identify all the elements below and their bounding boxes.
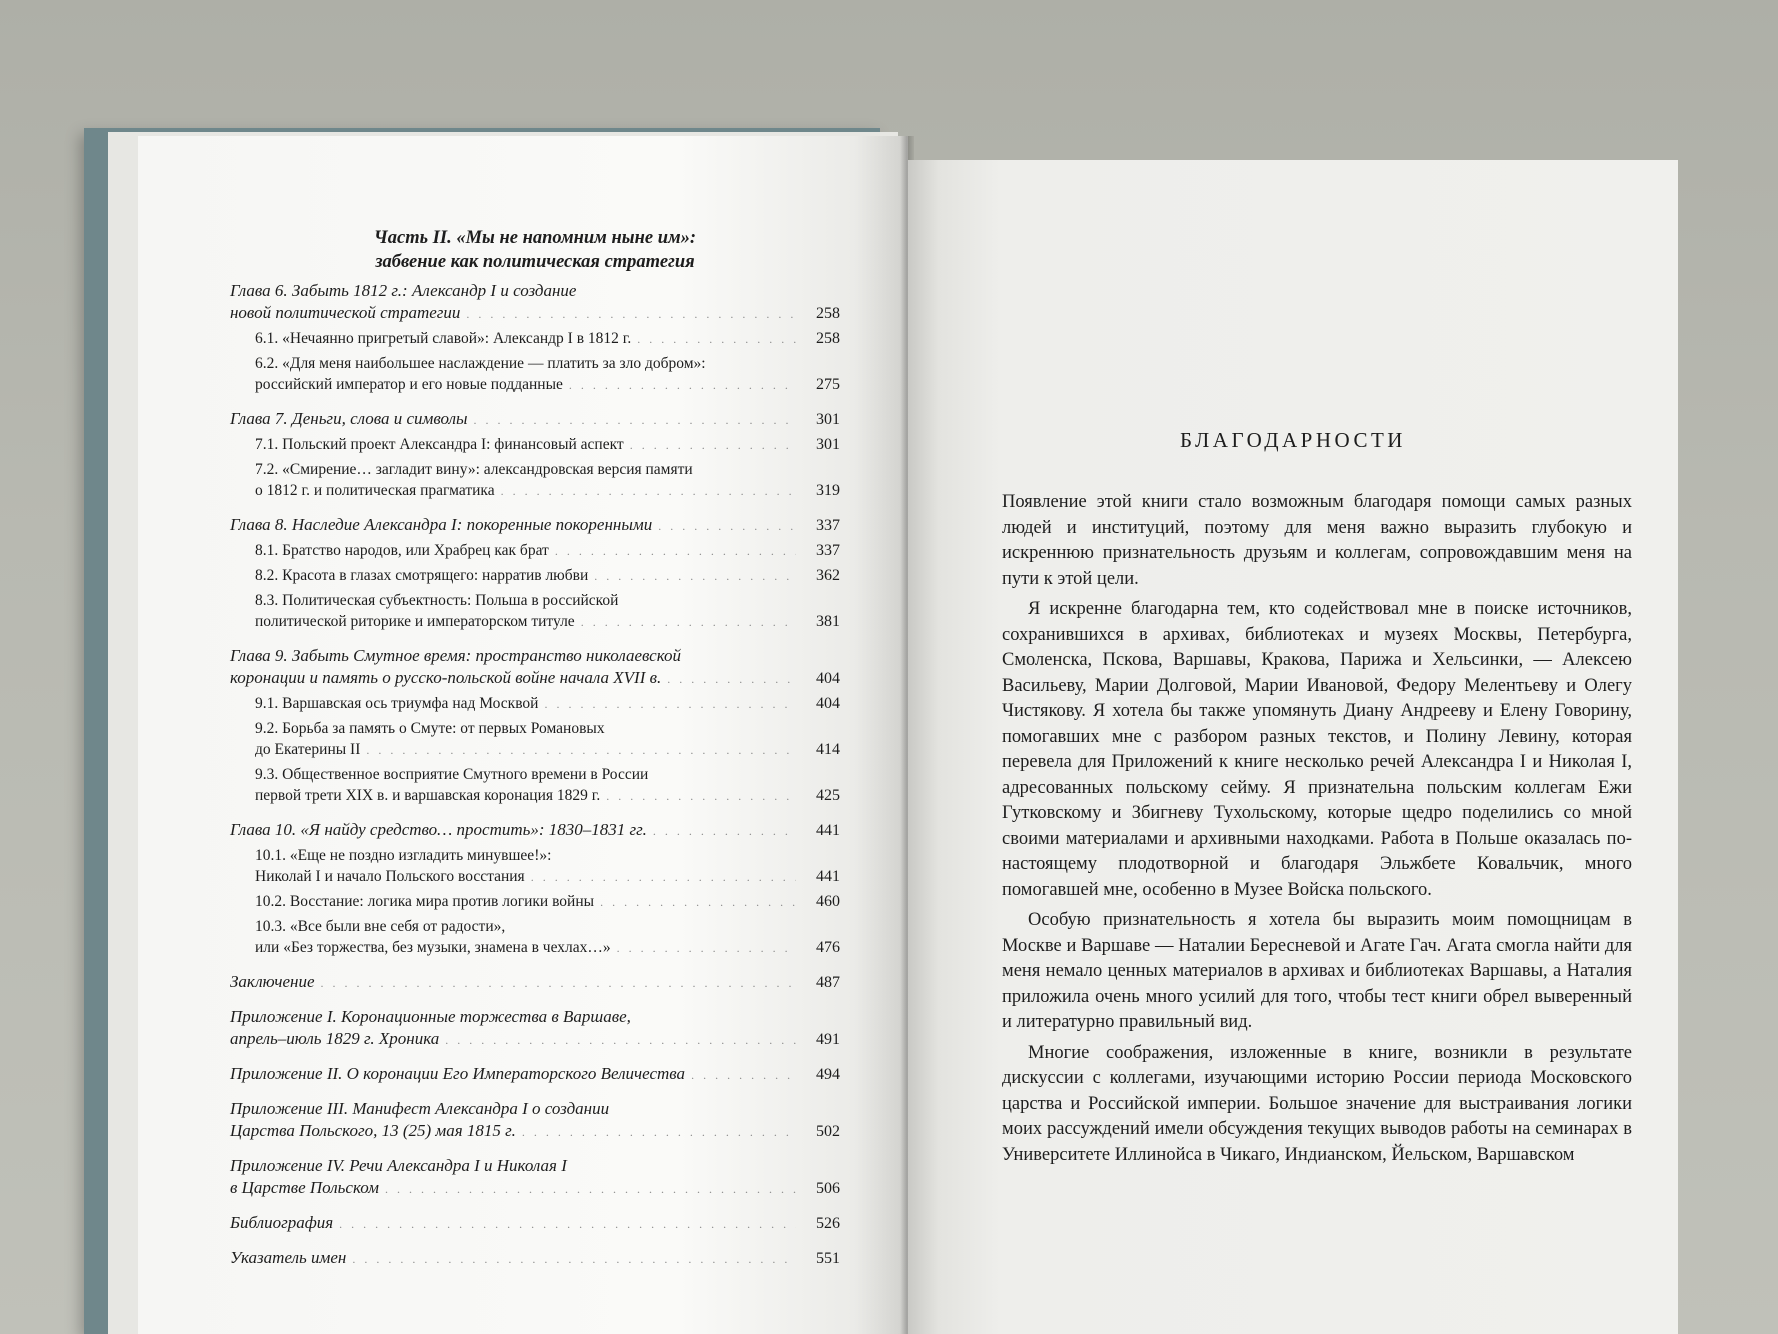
toc-entry-title: 7.1. Польский проект Александра I: финансовый аспект xyxy=(255,436,624,453)
toc-entry-title: апрель–июль 1829 г. Хроника xyxy=(230,1029,440,1048)
toc-chapter-entry xyxy=(230,1212,840,1235)
toc-leader-dots xyxy=(569,375,796,396)
toc-chapter-entry xyxy=(230,514,840,537)
toc-subsection-entry xyxy=(230,718,840,761)
toc-leader-dots xyxy=(544,694,796,715)
toc-leader-dots xyxy=(466,303,796,325)
toc-entry-title: 10.1. «Еще не поздно изгладить минувшее!»: xyxy=(255,847,552,864)
toc-entry-title: Указатель имен xyxy=(230,1248,347,1267)
toc-entry-title: Приложение III. Манифест Александра I о создании xyxy=(230,1099,610,1118)
part-title-line: забвение как политическая стратегия xyxy=(375,252,695,272)
toc-spacer xyxy=(230,633,840,645)
toc-leader-dots xyxy=(321,972,796,994)
toc-spacer xyxy=(230,959,840,971)
toc-spacer xyxy=(230,1143,840,1155)
toc-entries xyxy=(230,280,840,1270)
toc-page-number: 258 xyxy=(816,305,840,322)
toc-entry-title: о 1812 г. и политическая прагматика xyxy=(255,482,495,499)
toc-spacer xyxy=(230,502,840,514)
toc-page-number: 494 xyxy=(816,1066,840,1083)
toc-chapter-entry xyxy=(230,971,840,994)
toc-entry-title: 10.2. Восстание: логика мира против логики войны xyxy=(255,893,595,910)
toc-entry-title: первой трети XIX в. и варшавская коронация 1829 г. xyxy=(255,787,601,804)
toc-entry-title: или «Без торжества, без музыки, знамена в чехлах…» xyxy=(255,939,611,956)
toc-page-number: 301 xyxy=(816,411,840,428)
toc-leader-dots xyxy=(445,1029,796,1051)
toc-spacer xyxy=(230,396,840,408)
toc-leader-dots xyxy=(658,515,796,537)
toc-entry-title: Глава 10. «Я найду средство… простить»: 1830–1831 гг. xyxy=(230,820,647,839)
toc-chapter-entry xyxy=(230,1155,840,1200)
toc-chapter-entry xyxy=(230,408,840,431)
toc-entry-title: Приложение IV. Речи Александра I и Николая I xyxy=(230,1156,567,1175)
part-title xyxy=(230,226,840,274)
toc-leader-dots xyxy=(691,1064,796,1086)
toc-entry-title: Библиография xyxy=(230,1213,334,1232)
toc-entry-title: российский император и его новые подданные xyxy=(255,376,563,393)
toc-entry-title: Приложение II. О коронации Его Императорского Величества xyxy=(230,1064,686,1083)
toc-spacer xyxy=(230,994,840,1006)
toc-leader-dots xyxy=(617,938,796,959)
paragraph: Появление этой книги стало возможным благодаря помощи самых разных людей и институций, поэтому для меня важно выразить глубокую и искреннюю признательность друзьям и коллегам, сопровождавшим меня на пути к этой цели. xyxy=(1002,492,1632,589)
toc-subsection-entry xyxy=(230,328,840,350)
part-title-line: Часть II. «Мы не напомним ныне им»: xyxy=(373,228,697,248)
toc-page-number: 476 xyxy=(816,939,840,956)
toc-page-number: 301 xyxy=(816,436,840,453)
toc-leader-dots xyxy=(339,1213,796,1235)
toc-subsection-entry xyxy=(230,764,840,807)
toc-page-number: 258 xyxy=(816,330,840,347)
toc-chapter-entry xyxy=(230,1098,840,1143)
toc-entry-title: Царства Польского, 13 (25) мая 1815 г. xyxy=(230,1121,516,1140)
toc-entry-title: 8.3. Политическая субъектность: Польша в российской xyxy=(255,592,619,609)
toc-subsection-entry xyxy=(230,540,840,562)
toc-entry-title: Николай I и начало Польского восстания xyxy=(255,868,525,885)
toc-leader-dots xyxy=(385,1178,796,1200)
toc-leader-dots xyxy=(366,740,796,761)
toc-leader-dots xyxy=(555,541,796,562)
toc-subsection-entry xyxy=(230,565,840,587)
table-of-contents xyxy=(230,226,840,1270)
paragraph: Многие соображения, изложенные в книге, возникли в результате дискуссии с коллегами, изучающими историю России периода Московского царства и Российской империи. Большое значение для выстраивания логики моих рассуждений имели обсуждения текущих выводов работы на семинарах в Университете Иллинойса в Чикаго, Индианском, Йельском, Варшавском xyxy=(1002,1042,1632,1165)
toc-entry-title: 6.1. «Нечаянно пригретый славой»: Александр I в 1812 г. xyxy=(255,330,632,347)
toc-spacer xyxy=(230,1051,840,1063)
paragraph: Особую признательность я хотела бы выразить моим помощницам в Москве и Варшаве — Наталии Бересневой и Агате Гач. Агата смогла найти для меня немало ценных материалов в архивах и библиотеках Варшавы, а Наталия приложила очень много усилий для того, чтобы тест книги обрел выверенный и литературно правильный вид. xyxy=(1002,910,1632,1032)
toc-subsection-entry xyxy=(230,891,840,913)
toc-page-number: 526 xyxy=(816,1215,840,1232)
toc-chapter-entry xyxy=(230,1006,840,1051)
toc-leader-dots xyxy=(352,1248,796,1270)
right-page xyxy=(908,160,1678,1334)
toc-entry-title: политической риторике и императорском титуле xyxy=(255,613,575,630)
toc-entry-title: Приложение I. Коронационные торжества в Варшаве, xyxy=(230,1007,631,1026)
toc-page-number: 441 xyxy=(816,868,840,885)
toc-page-number: 319 xyxy=(816,482,840,499)
toc-page-number: 275 xyxy=(816,376,840,393)
toc-subsection-entry xyxy=(230,693,840,715)
toc-chapter-entry xyxy=(230,819,840,842)
toc-page-number: 337 xyxy=(816,542,840,559)
toc-subsection-entry xyxy=(230,434,840,456)
toc-leader-dots xyxy=(630,435,796,456)
toc-page-number: 487 xyxy=(816,974,840,991)
toc-subsection-entry xyxy=(230,590,840,633)
toc-page-number: 414 xyxy=(816,741,840,758)
toc-page-number: 502 xyxy=(816,1123,840,1140)
toc-spacer xyxy=(230,1200,840,1212)
toc-entry-title: Глава 7. Деньги, слова и символы xyxy=(230,409,468,428)
toc-entry-title: 8.2. Красота в глазах смотрящего: нарратив любви xyxy=(255,567,589,584)
toc-page-number: 441 xyxy=(816,822,840,839)
toc-leader-dots xyxy=(501,481,796,502)
toc-spacer xyxy=(230,807,840,819)
toc-leader-dots xyxy=(581,612,796,633)
toc-leader-dots xyxy=(522,1121,796,1143)
toc-subsection-entry xyxy=(230,845,840,888)
toc-page-number: 381 xyxy=(816,613,840,630)
toc-entry-title: 10.3. «Все были вне себя от радости», xyxy=(255,918,506,935)
toc-leader-dots xyxy=(474,409,796,431)
toc-page-number: 506 xyxy=(816,1180,840,1197)
toc-page-number: 362 xyxy=(816,567,840,584)
toc-page-number: 460 xyxy=(816,893,840,910)
toc-subsection-entry xyxy=(230,916,840,959)
toc-entry-title: 9.2. Борьба за память о Смуте: от первых Романовых xyxy=(255,720,605,737)
toc-entry-title: коронации и память о русско-польской войне начала XVII в. xyxy=(230,668,662,687)
toc-entry-title: 7.2. «Смирение… загладит вину»: александровская версия памяти xyxy=(255,461,693,478)
toc-entry-title: Глава 9. Забыть Смутное время: пространство николаевской xyxy=(230,646,682,665)
toc-page-number: 404 xyxy=(816,695,840,712)
toc-entry-title: 8.1. Братство народов, или Храбрец как брат xyxy=(255,542,549,559)
toc-entry-title: Глава 8. Наследие Александра I: покоренные покоренными xyxy=(230,515,653,534)
toc-leader-dots xyxy=(637,329,796,350)
toc-chapter-entry xyxy=(230,1247,840,1270)
toc-leader-dots xyxy=(606,786,796,807)
toc-leader-dots xyxy=(667,668,796,690)
toc-entry-title: 9.1. Варшавская ось триумфа над Москвой xyxy=(255,695,539,712)
toc-chapter-entry xyxy=(230,280,840,325)
toc-leader-dots xyxy=(531,867,796,888)
toc-chapter-entry xyxy=(230,1063,840,1086)
paragraph: Я искренне благодарна тем, кто содействовал мне в поиске источников, сохранившихся в архивах, библиотеках и музеях Москвы, Петербурга, Смоленска, Пскова, Варшавы, Кракова, Парижа и Хельсинки, — Алексею Васильеву, Марии Долговой, Марии Ивановой, Федору Мелентьеву и Олегу Чистякову. Я хотела бы также упомянуть Диану Андрееву и Елену Говорину, помогавших мне с разбором разных текстов, и Полину Левину, которая перевела для Приложений к книге несколько речей Александра I и Николая I, адресованных польскому сейму. Я признательна польским коллегам Ежи Гутковскому и Збигневу Тухольскому, которые щедро поделились со мной своими материалами и архивными находками. Работа в Польше оказалась по-настоящему плодотворной и благодаря Эльжбете Ковальчик, много помогавшей мне, особенно в Музее Войска польского. xyxy=(1002,599,1632,900)
acknowledgements-text xyxy=(1002,490,1632,1173)
toc-entry-title: 9.3. Общественное восприятие Смутного времени в России xyxy=(255,766,649,783)
toc-leader-dots xyxy=(594,566,796,587)
toc-entry-title: Глава 6. Забыть 1812 г.: Александр I и создание xyxy=(230,281,577,300)
toc-leader-dots xyxy=(653,820,796,842)
toc-entry-title: новой политической стратегии xyxy=(230,303,461,322)
toc-entry-title: до Екатерины II xyxy=(255,741,361,758)
left-page xyxy=(138,136,908,1334)
section-heading: БЛАГОДАРНОСТИ xyxy=(1180,428,1406,452)
toc-subsection-entry xyxy=(230,459,840,502)
toc-page-number: 337 xyxy=(816,517,840,534)
toc-spacer xyxy=(230,1086,840,1098)
toc-chapter-entry xyxy=(230,645,840,690)
toc-entry-title: Заключение xyxy=(230,972,315,991)
toc-spacer xyxy=(230,1235,840,1247)
toc-entry-title: 6.2. «Для меня наибольшее наслаждение — платить за зло добром»: xyxy=(255,355,706,372)
toc-entry-title: в Царстве Польском xyxy=(230,1178,379,1197)
toc-page-number: 404 xyxy=(816,670,840,687)
toc-page-number: 551 xyxy=(816,1250,840,1267)
toc-subsection-entry xyxy=(230,353,840,396)
toc-page-number: 491 xyxy=(816,1031,840,1048)
toc-leader-dots xyxy=(600,892,796,913)
toc-page-number: 425 xyxy=(816,787,840,804)
